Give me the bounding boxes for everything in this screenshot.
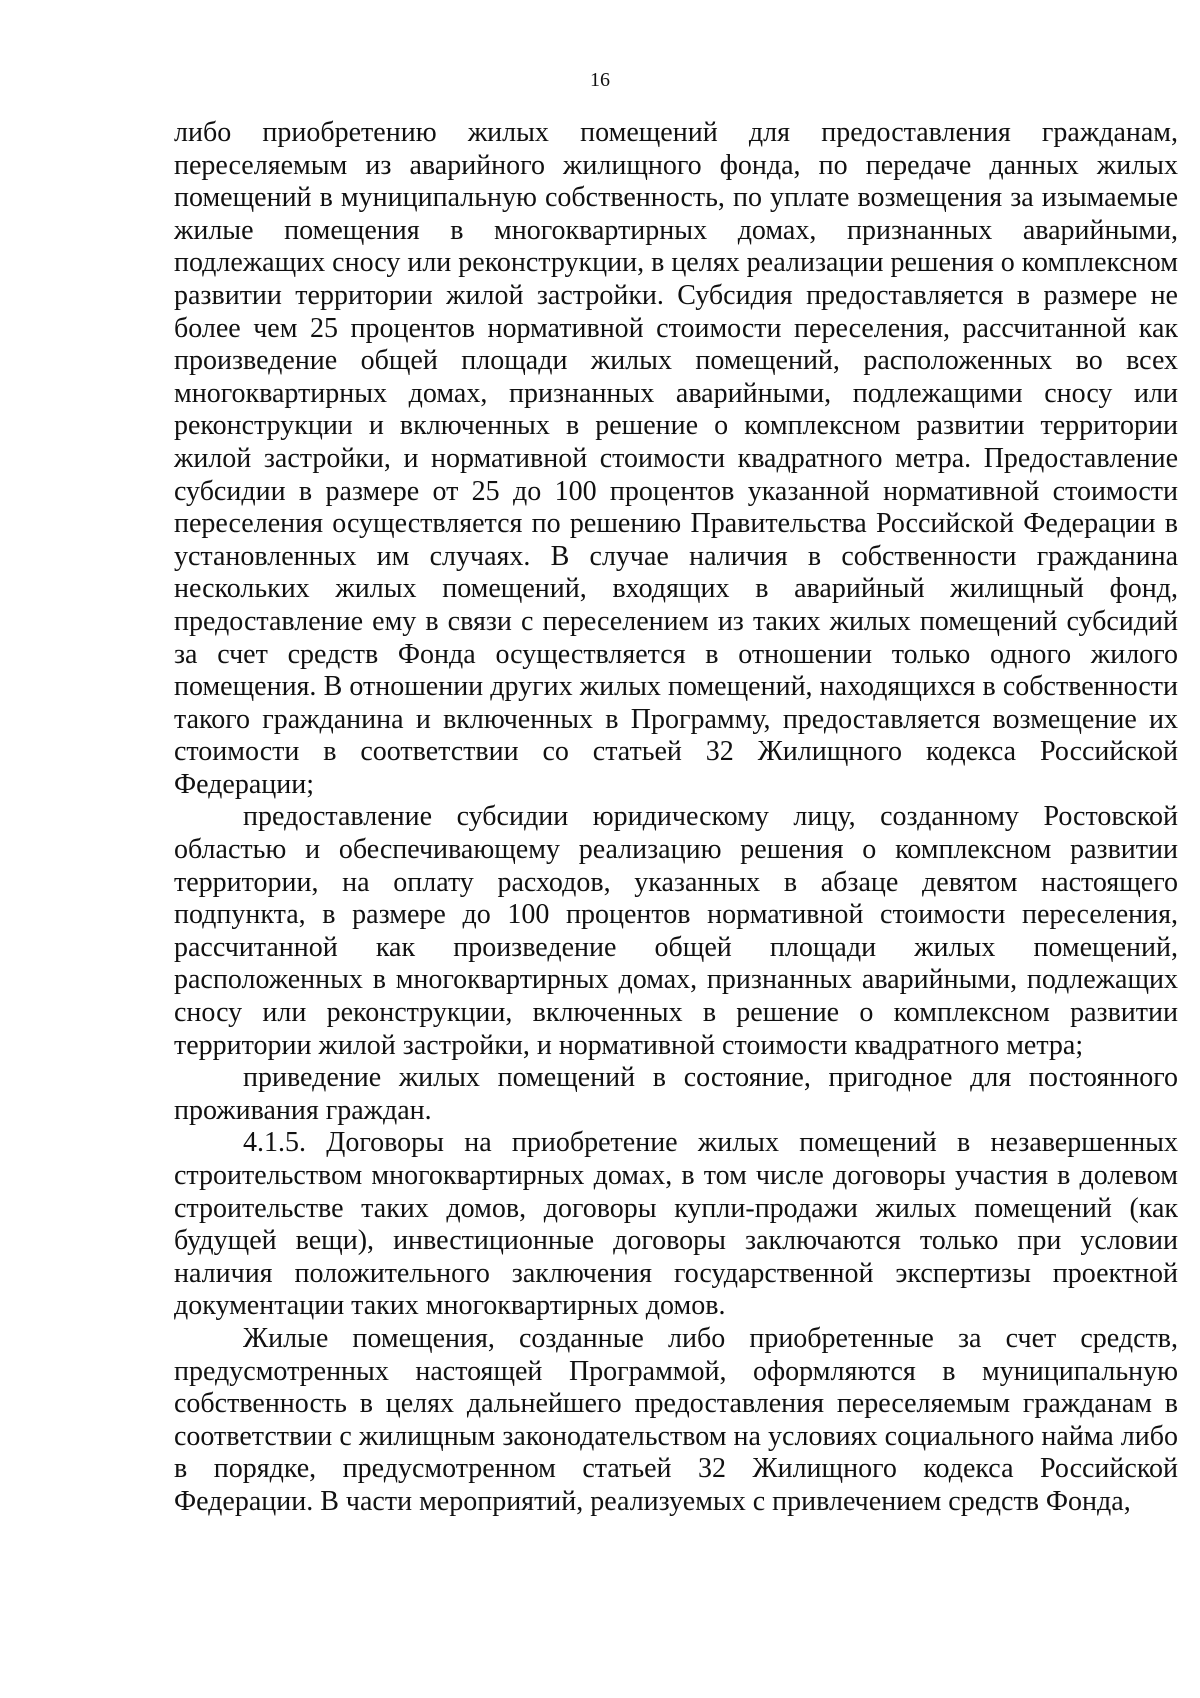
paragraph: предоставление субсидии юридическому лицу, созданному Ростовской областью и обеспечивающему реализацию решения о комплексном развитии территории, на оплату расходов, указанных в абзаце девятом настоящего подпункта, в размере до 100 процентов нормативной стоимости переселения, рассчитанной как произведение общей площади жилых помещений, расположенных в многоквартирных домах, признанных аварийными, подлежащих сносу или реконструкции, включенных в решение о комплексном развитии территории жилой застройки, и нормативной стоимости квадратного метра; — [174, 801, 1178, 1061]
paragraph: 4.1.5. Договоры на приобретение жилых помещений в незавершенных строительством многоквартирных домах, в том числе договоры участия в долевом строительстве таких домов, договоры купли-продажи жилых помещений (как будущей вещи), инвестиционные договоры заключаются только при условии наличия положительного заключения государственной экспертизы проектной документации таких многоквартирных домов. — [174, 1127, 1178, 1322]
paragraph: либо приобретению жилых помещений для предоставления гражданам, переселяемым из аварийного жилищного фонда, по передаче данных жилых помещений в муниципальную собственность, по уплате возмещения за изымаемые жилые помещения в многоквартирных домах, признанных аварийными, подлежащих сносу или реконструкции, в целях реализации решения о комплексном развитии территории жилой застройки. Субсидия предоставляется в размере не более чем 25 процентов нормативной стоимости переселения, рассчитанной как произведение общей площади жилых помещений, расположенных во всех многоквартирных домах, признанных аварийными, подлежащими сносу или реконструкции и включенных в решение о комплексном развитии территории жилой застройки, и нормативной стоимости квадратного метра. Предоставление субсидии в размере от 25 до 100 процентов указанной нормативной стоимости переселения осуществляется по решению Правительства Российской Федерации в установленных им случаях. В случае наличия в собственности гражданина нескольких жилых помещений, входящих в аварийный жилищный фонд, предоставление ему в связи с переселением из таких жилых помещений субсидий за счет средств Фонда осуществляется в отношении только одного жилого помещения. В отношении других жилых помещений, находящихся в собственности такого гражданина и включенных в Программу, предоставляется возмещение их стоимости в соответствии со статьей 32 Жилищного кодекса Российской Федерации; — [174, 117, 1178, 800]
paragraph: приведение жилых помещений в состояние, пригодное для постоянного проживания граждан. — [174, 1062, 1178, 1126]
paragraph: Жилые помещения, созданные либо приобретенные за счет средств, предусмотренных настоящей Программой, оформляются в муниципальную собственность в целях дальнейшего предоставления переселяемым гражданам в соответствии с жилищным законодательством на условиях социального найма либо в порядке, предусмотренном статьей 32 Жилищного кодекса Российской Федерации. В части мероприятий, реализуемых с привлечением средств Фонда, — [174, 1322, 1178, 1517]
page-number: 16 — [590, 69, 610, 91]
document-body — [174, 117, 1178, 1519]
